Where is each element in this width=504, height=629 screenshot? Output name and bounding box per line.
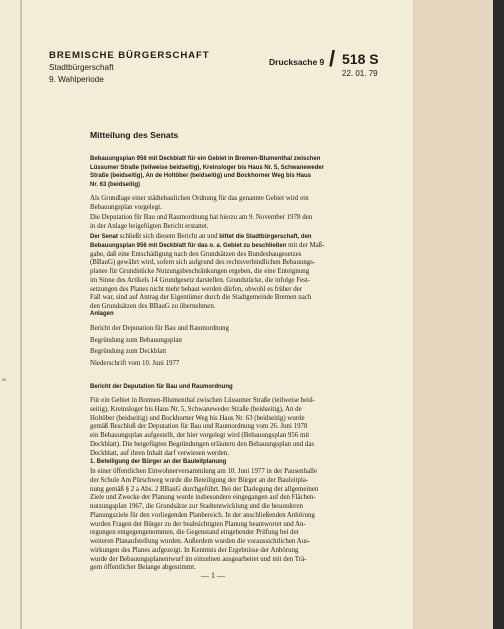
text-line: nutzungsplan 1967, die Grundsätze zur Stadtentwicklung und die besonderen: [90, 503, 303, 510]
parliament-name: BREMISCHE BÜRGERSCHAFT: [49, 50, 210, 61]
document-page: [21, 0, 414, 629]
report-heading: Bericht der Deputation für Bau und Raumordnung: [90, 384, 233, 390]
text-line: Fall war, sind auf Antrag der Eigentümer durch die Stadtgemeinde Bremen nach: [90, 294, 312, 302]
subject-block: [90, 155, 324, 189]
text-line: Die Deputation für Bau und Raumordnung hat hierzu am 9. November 1978 den: [90, 214, 313, 221]
text-line: In einer öffentlichen Einwohnerversammlung am 10. Juni 1977 in der Pausenhalle: [90, 468, 318, 475]
report-intro: [90, 397, 315, 458]
attachments-list: [90, 323, 229, 369]
previous-page-edge: [0, 0, 21, 629]
subject-line: Straße (beidseitig), An de Holtöber (beidseitig) und Bockhorner Weg bis Haus: [90, 173, 312, 180]
text-line: in der Anlage beigefügten Bericht erstattet.: [90, 222, 209, 230]
attachment-item: Bericht der Deputation für Bau und Raumordnung: [90, 325, 229, 332]
text-line: Deckblatt). Die beigefügten Begründungen erläutern den Bebauungsplan und das: [90, 440, 315, 448]
section-body: [90, 468, 318, 573]
text-line: regungen entgegengenommen, die Gegenstand eingehender Prüfung bei der: [90, 529, 299, 537]
text-line: im Sinne des Artikels 14 Grundgesetz darstellen. Grundstücke, die infolge Fest-: [90, 276, 311, 284]
request-bold: bittet die Stadtbürgerschaft, den: [219, 234, 312, 240]
text-run: mit der Maß-: [286, 241, 325, 249]
text-line: der Schule Am Pürschweg wurde die Beteiligung der Bürger an der Bauleitpla-: [90, 476, 309, 484]
text-line: wirkungen des Planes aufgezeigt. In Kenntnis der Ergebnisse der Anhörung: [90, 546, 299, 554]
document-number: 518 S: [342, 51, 379, 67]
text-line: (BBauG) gewährt wird, sofern sich aufgrund des rechtsverbindlichen Bebauungs-: [90, 259, 316, 267]
text-line: Ziele und Zwecke der Planung wurde insbesondere eingegangen auf den Flächen-: [90, 494, 316, 502]
chamber-name: Stadtbürgerschaft: [49, 63, 114, 72]
text-line: gabe, daß eine Entschädigung nach den Grundsätzen des Bundesbaugesetzes: [90, 250, 302, 258]
document-title: Mitteilung des Senats: [90, 130, 179, 140]
text-line: Deckblatt, auf ihren Inhalt darf verwiesen werden.: [90, 449, 229, 457]
text-line: planes für Grundstücke Nutzungsbeschränkungen ergeben, die eine Enteignung: [90, 268, 310, 275]
document-date: 22. 01. 79: [342, 69, 378, 78]
attachment-item: Begründung zum Deckblatt: [90, 348, 167, 356]
text-line: weiteren Planaufstellung wurden. Außerdem wurden die voraussichtlichen Aus-: [90, 538, 311, 545]
text-run: schließt sich diesem Bericht an und: [118, 233, 220, 240]
senate-label: Der Senat: [90, 234, 119, 240]
subject-line: Nr. 63 (beidseitig): [90, 181, 141, 188]
page-fold-line: [21, 0, 22, 629]
section-heading: 1. Beteiligung der Bürger an der Bauleitplanung: [90, 459, 227, 465]
text-line: ein Bebauungsplan aufgestellt, der hier vorgelegt wird (Bebauungsplan 956 mit: [90, 432, 310, 439]
margin-note: es.: [2, 378, 8, 383]
subject-line: Lüssumer Straße (teilweise beidseitig), Kreinsloger bis Haus Nr. 5, Schwaneweder: [90, 164, 325, 171]
text-line: den Grundsätzen des BBauG zu übernehmen.: [90, 303, 216, 310]
text-line: wurde der Bebauungsplanentwurf im einzelnen ausgearbeitet und mit den Trä-: [90, 555, 307, 563]
page-number: — 1 —: [201, 571, 225, 580]
text-line: Planungsziele für den vorliegenden Planbereich. In der anschließenden Anhörung: [90, 511, 315, 519]
attachments-label: Anlagen: [90, 311, 114, 317]
text-line: gemäß Beschluß der Deputation für Bau und Raumordnung vom 26. Juni 1978: [90, 423, 308, 431]
text-line: Holtöber (beidseitig) und Bockhorner Weg bis Haus Nr. 63 (beidseitig) wurde: [90, 414, 305, 422]
text-line: Bebauungsplan vorgelegt.: [90, 203, 162, 211]
text-line: nung gemäß § 2 a Abs. 2 BBauG durchgeführt. Bei der Darlegung der allgemeinen: [90, 485, 319, 493]
binder-edge: [493, 0, 504, 629]
paragraph-deputation: [90, 214, 312, 232]
text-line: Für ein Gebiet in Bremen-Blumenthal zwischen Lüssumer Straße (teilweise beid-: [90, 397, 315, 404]
document-slash: /: [329, 46, 336, 71]
request-bold: Bebauungsplan 956 mit Deckblatt für das o. a. Gebiet zu beschließen: [90, 242, 287, 249]
document-label: Drucksache 9: [269, 57, 325, 67]
text-line: Als Grundlage einer städtebaulichen Ordnung für das genannte Gebiet wird ein: [90, 195, 309, 202]
text-line: wurden Fragen der Bürger zu der beabsichtigten Planung beantwortet und An-: [90, 520, 306, 528]
text-line: setzungen des Planes nicht mehr bebaut werden dürfen, obwohl es früher der: [90, 285, 303, 293]
paragraph-basis: [90, 195, 309, 213]
subject-line: Bebauungsplan 956 mit Deckblatt für ein Gebiet in Bremen-Blumenthal zwischen: [90, 156, 321, 162]
paragraph-senate-request: [90, 233, 324, 312]
attachment-item: Begründung zum Bebauungsplan: [90, 336, 182, 344]
text-line: gern öffentlicher Belange abgestimmt.: [90, 564, 196, 572]
text-line: seitig), Kreinsloger bis Haus Nr. 5, Schwaneweder Straße (beidseitig), An de: [90, 405, 302, 413]
attachment-item: Niederschrift vom 10. Juni 1977: [90, 359, 180, 367]
legislative-period: 9. Wahlperiode: [49, 75, 104, 84]
